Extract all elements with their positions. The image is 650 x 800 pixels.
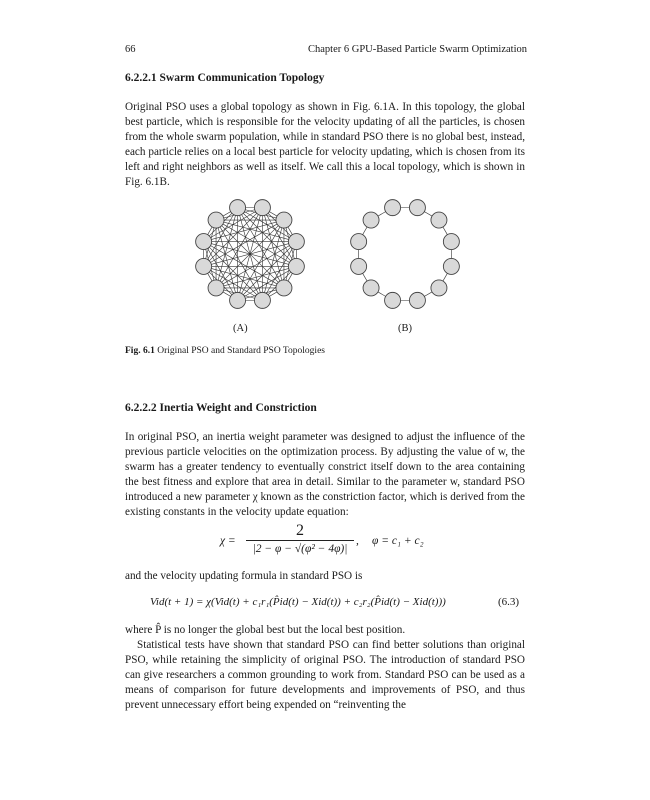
chi-denominator: |2 − φ − √(φ² − 4φ)| [252,543,348,555]
particle-node-1 [431,212,447,228]
paragraph-closing: Statistical tests have shown that standard PSO can find better solutions than original PSO, while retaining the simplicity of original PSO. The introduction of standard PSO can give researchers a common grounding to work from. Standard PSO can be used as a means of comparison for future developments and improvements of PSO, and thus prevent unnecessary effort being expended on “reinventing the [125,639,525,712]
particle-node-11 [385,200,401,216]
caption-label: Fig. 6.1 [125,346,155,356]
particle-node-7 [208,280,224,296]
particle-node-6 [230,292,246,308]
particle-node-10 [363,212,379,228]
particle-node-8 [351,258,367,274]
particle-node-1 [276,212,292,228]
particle-node-0 [409,200,425,216]
panel-a-label: (A) [233,323,248,334]
particle-node-5 [409,292,425,308]
particle-node-3 [443,258,459,274]
chi-numerator: 2 [296,522,304,539]
particle-node-9 [351,234,367,250]
phi-definition: φ = c₁ + c₂ [372,535,424,547]
particle-node-10 [208,212,224,228]
chapter-title: Chapter 6 GPU-Based Particle Swarm Optimization [308,44,527,55]
local-topology-diagram [335,196,475,316]
caption-text: Original PSO and Standard PSO Topologies [157,346,325,356]
particle-node-0 [254,200,270,216]
velocity-update-equation: Vid(t + 1) = χ(Vid(t) + c₁r₁(P̂id(t) − Xid(t)) + c₂r₂(P̂id(t) − Xid(t))) [150,596,446,608]
paragraph-topology: Original PSO uses a global topology as shown in Fig. 6.1A. In this topology, the global best particle, which is responsible for the velocity updating of all the particles, is chosen from the whole swarm population, while in standard PSO there is no global best, instead, each particle relies on a local best particle for velocity updating, which is chosen from its left and right neighbors as well as itself. We call this a local topology, which is shown in Fig. 6.1B. [125,101,525,189]
fraction-bar [246,540,354,541]
particle-node-9 [196,234,212,250]
particle-node-2 [443,234,459,250]
panel-b-label: (B) [398,323,412,334]
chi-trailing-comma: , [356,535,359,547]
particle-node-6 [385,292,401,308]
particle-node-2 [288,234,304,250]
section-heading-topology: 6.2.2.1 Swarm Communication Topology [125,72,325,84]
equation-number: (6.3) [498,596,520,608]
page-number: 66 [125,44,136,55]
section-heading-inertia: 6.2.2.2 Inertia Weight and Constriction [125,402,317,414]
figure-caption [125,346,325,356]
chi-fraction [246,522,354,562]
particle-node-8 [196,258,212,274]
particle-node-4 [276,280,292,296]
chi-lhs: χ = [220,535,236,547]
particle-node-11 [230,200,246,216]
text-after-eq2: where P̂ is no longer the global best but the local best position. [125,624,406,636]
particle-node-4 [431,280,447,296]
particle-node-7 [363,280,379,296]
text-after-eq1: and the velocity updating formula in standard PSO is [125,570,363,582]
paragraph-inertia: In original PSO, an inertia weight parameter was designed to adjust the influence of the previous particle velocities on the optimization process. By adjusting the value of w, the swarm has a greater tendency to eventually constrict itself down to the area containing the best fitness and explore that area in detail. Similar to the parameter w, standard PSO introduced a new parameter χ known as the constriction factor, which is derived from the existing constants in the velocity update equation: [125,431,525,519]
particle-node-5 [254,292,270,308]
topology-figure [170,196,480,346]
global-topology-diagram [180,196,320,316]
particle-node-3 [288,258,304,274]
